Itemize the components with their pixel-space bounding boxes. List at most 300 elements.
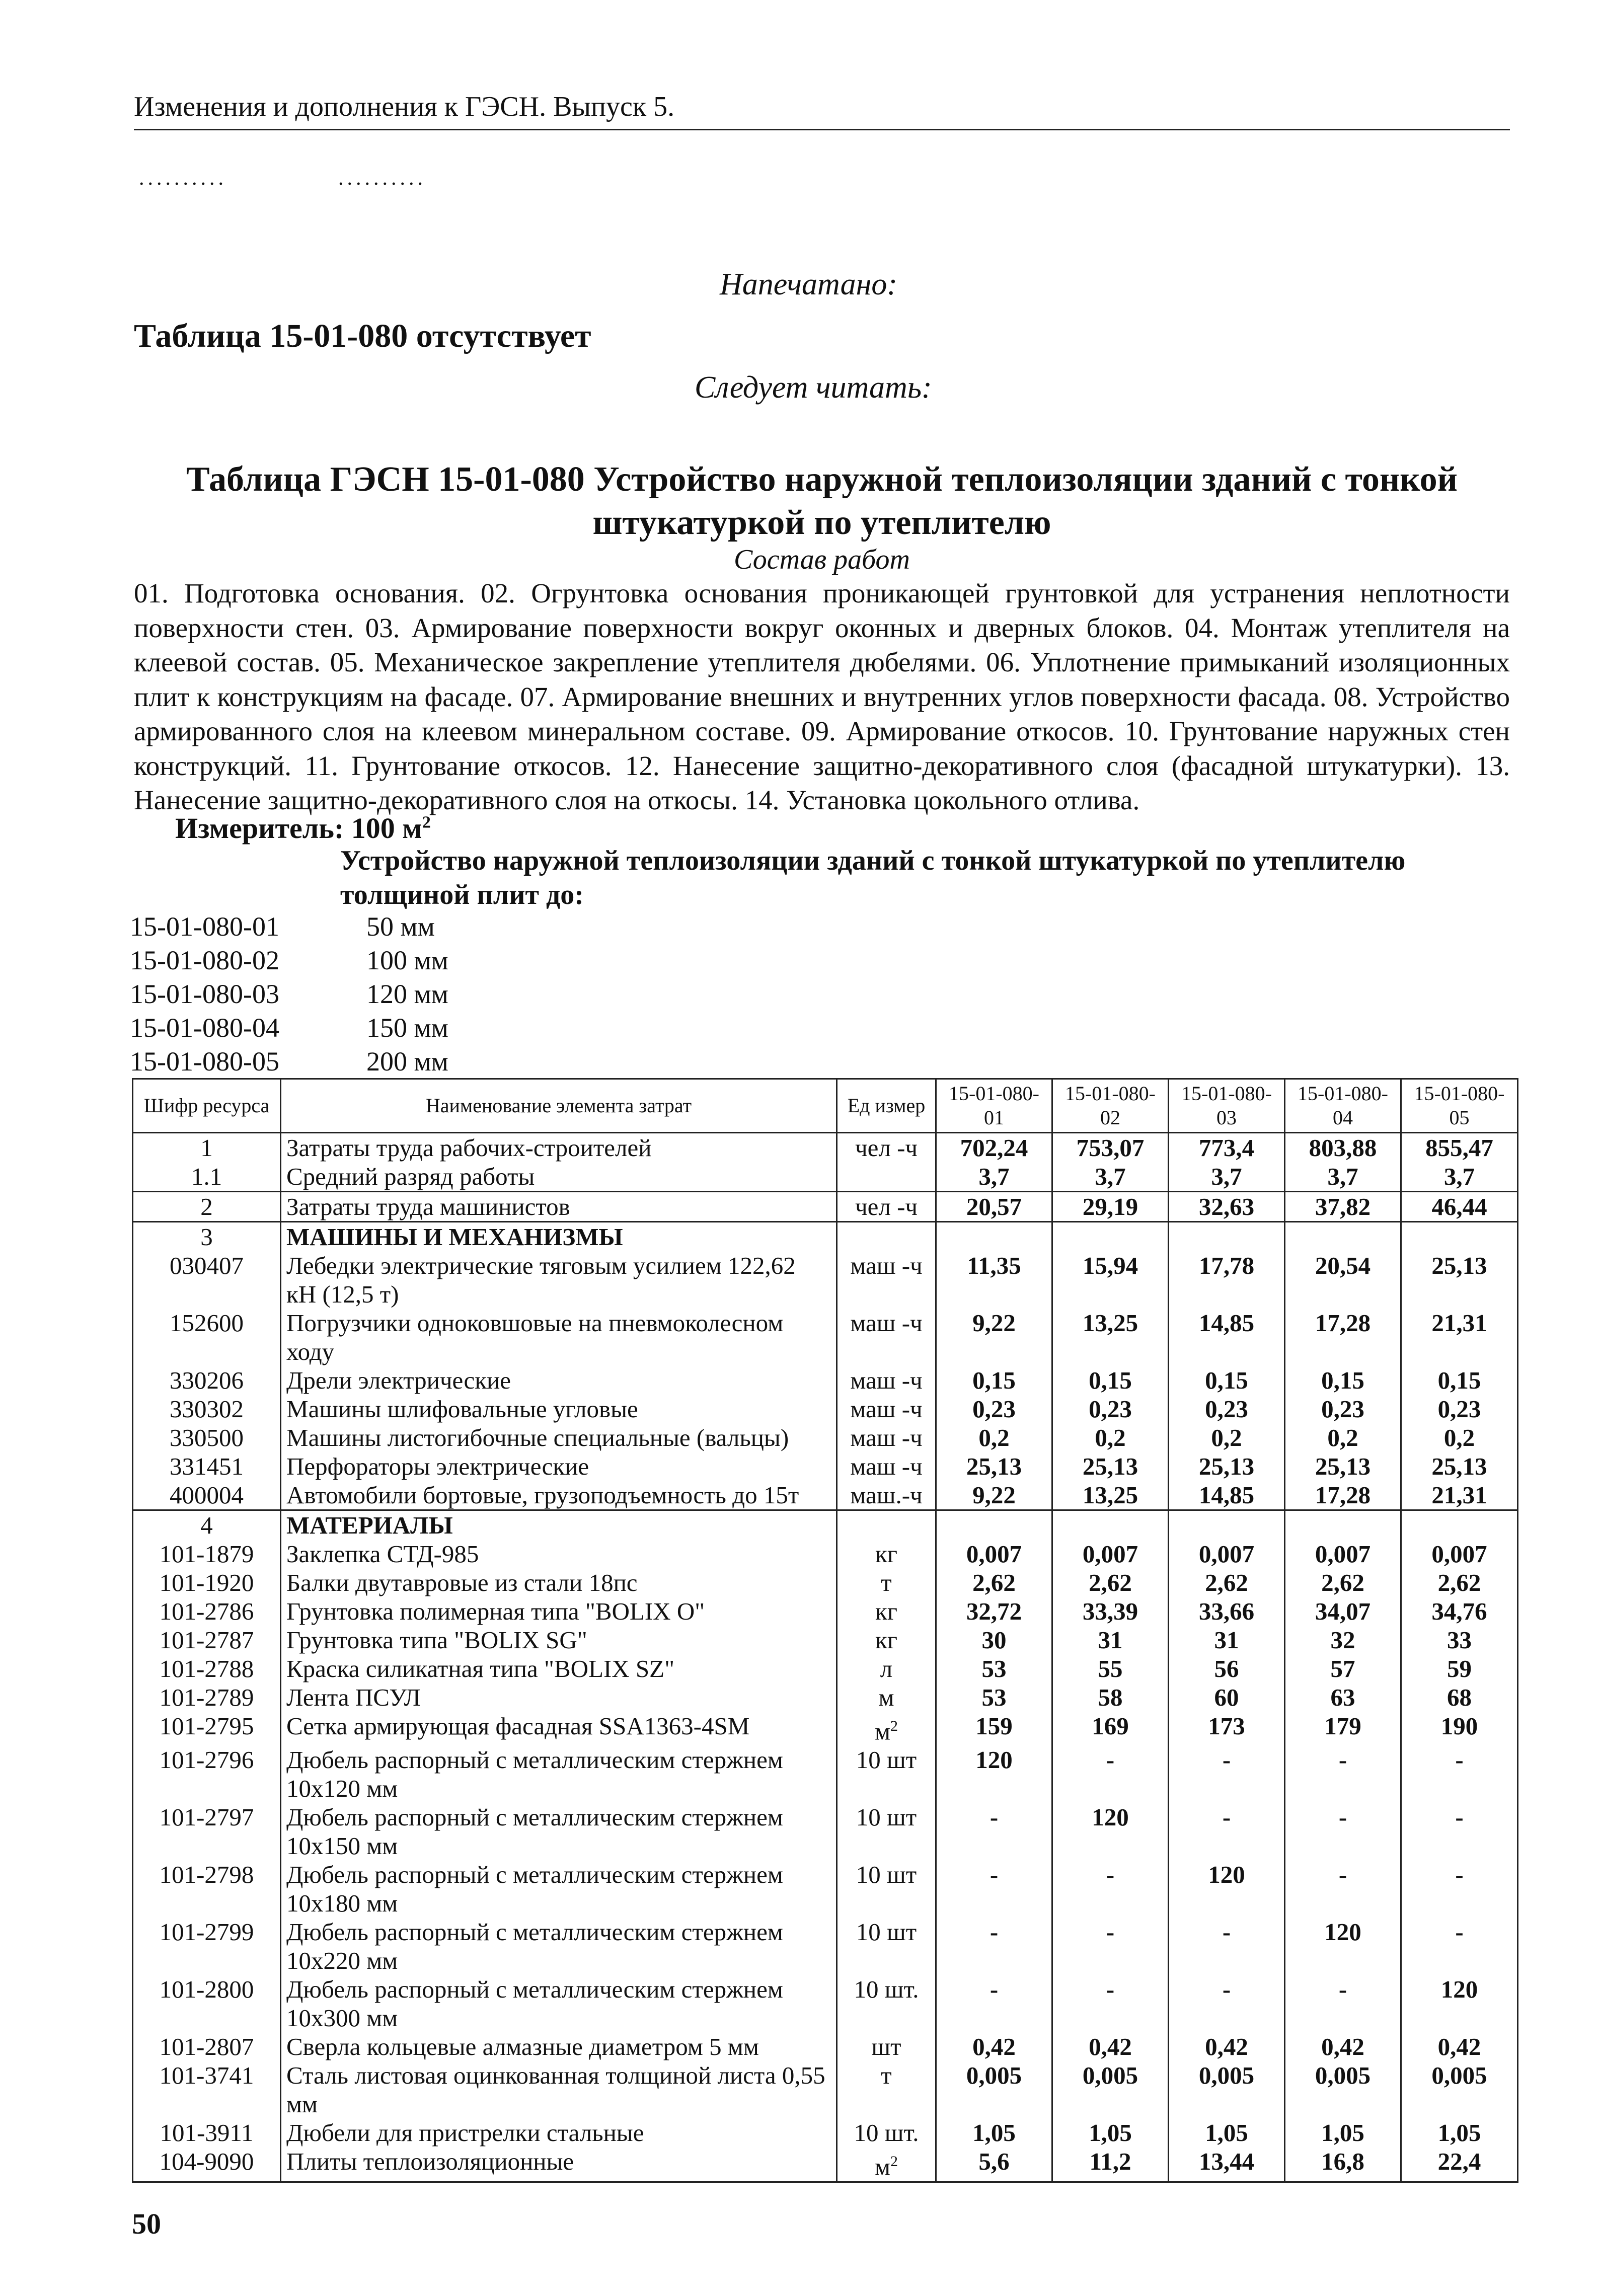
resource-value-2: 2,62 xyxy=(1052,1568,1169,1597)
resource-value-4: 0,2 xyxy=(1285,1423,1401,1452)
resource-code: 101-1920 xyxy=(133,1568,281,1597)
code-list-item xyxy=(130,977,448,1011)
table-title: Таблица ГЭСН 15-01-080 Устройство наружной теплоизоляции зданий с тонкой штукатуркой по утеплителю xyxy=(186,460,1458,542)
resource-value-2: 29,19 xyxy=(1052,1192,1169,1222)
resource-value-2: 15,94 xyxy=(1052,1251,1169,1309)
resource-code: 101-2798 xyxy=(133,1860,281,1918)
unit-text: т xyxy=(881,2061,892,2090)
resource-value-1: 9,22 xyxy=(936,1481,1052,1510)
header-col-2: 15-01-080-02 xyxy=(1052,1079,1169,1133)
resource-value-1: 3,7 xyxy=(936,1162,1052,1192)
code-list-code: 15-01-080-03 xyxy=(130,979,279,1009)
table-row xyxy=(133,1481,1518,1510)
code-list-item xyxy=(130,1045,448,1079)
unit-text: 10 шт xyxy=(856,1861,917,1889)
unit-text: маш -ч xyxy=(850,1366,923,1394)
table-row xyxy=(133,2147,1518,2182)
unit-text: т xyxy=(881,1569,892,1596)
table-row xyxy=(133,1222,1518,1252)
resource-value-3: 56 xyxy=(1169,1654,1285,1683)
resource-code: 330500 xyxy=(133,1423,281,1452)
resource-value-5: - xyxy=(1401,1918,1518,1975)
resource-value-2: 0,15 xyxy=(1052,1366,1169,1395)
resource-value-1: 30 xyxy=(936,1626,1052,1654)
printed-label: Напечатано: xyxy=(720,267,897,301)
resource-value-1: 5,6 xyxy=(936,2147,1052,2182)
code-list-thickness: 150 мм xyxy=(366,1013,448,1043)
resource-code: 331451 xyxy=(133,1452,281,1481)
resource-value-2: 31 xyxy=(1052,1626,1169,1654)
table-row xyxy=(133,1712,1518,1745)
resource-code: 330302 xyxy=(133,1395,281,1423)
resource-code: 101-2788 xyxy=(133,1654,281,1683)
resource-value-5: 3,7 xyxy=(1401,1162,1518,1192)
resource-value-5: 25,13 xyxy=(1401,1251,1518,1309)
resource-value-1: 0,15 xyxy=(936,1366,1052,1395)
resource-code: 1 xyxy=(133,1133,281,1163)
resource-name: Плиты теплоизоляционные xyxy=(281,2147,837,2182)
unit-superscript: 2 xyxy=(890,2153,898,2170)
unit-text: кг xyxy=(875,1540,897,1568)
work-description: Устройство наружной теплоизоляции зданий с тонкой штукатуркой по утеплителю толщиной плит до: xyxy=(340,845,1406,910)
resource-value-1: 0,005 xyxy=(936,2061,1052,2118)
resource-value-4 xyxy=(1285,1510,1401,1540)
resource-value-3: - xyxy=(1169,1803,1285,1860)
resource-unit xyxy=(837,2032,936,2061)
code-list-code: 15-01-080-02 xyxy=(130,945,279,975)
resource-value-4: 179 xyxy=(1285,1712,1401,1745)
resource-value-2: 13,25 xyxy=(1052,1481,1169,1510)
resource-value-1: 9,22 xyxy=(936,1309,1052,1366)
resource-value-3: 32,63 xyxy=(1169,1192,1285,1222)
resource-value-5: 120 xyxy=(1401,1975,1518,2032)
resource-value-3: 13,44 xyxy=(1169,2147,1285,2182)
resource-code: 101-2789 xyxy=(133,1683,281,1712)
resource-unit xyxy=(837,1222,936,1252)
table-row xyxy=(133,1192,1518,1222)
resource-value-4: 0,42 xyxy=(1285,2032,1401,2061)
resource-value-3: - xyxy=(1169,1975,1285,2032)
resource-name: Балки двутавровые из стали 18пс xyxy=(281,1568,837,1597)
resource-name: Дюбель распорный с металлическим стержнем 10х300 мм xyxy=(281,1975,837,2032)
resource-value-1 xyxy=(936,1510,1052,1540)
table-row xyxy=(133,1423,1518,1452)
resource-value-4: 0,23 xyxy=(1285,1395,1401,1423)
resource-value-5: 0,15 xyxy=(1401,1366,1518,1395)
table-row xyxy=(133,2061,1518,2118)
resource-name: МАТЕРИАЛЫ xyxy=(281,1510,837,1540)
resource-unit xyxy=(837,1133,936,1163)
resource-value-1: 702,24 xyxy=(936,1133,1052,1163)
table-row xyxy=(133,1626,1518,1654)
resource-value-3: 173 xyxy=(1169,1712,1285,1745)
resource-value-2: - xyxy=(1052,1860,1169,1918)
resource-value-4: 63 xyxy=(1285,1683,1401,1712)
table-row xyxy=(133,1133,1518,1163)
resource-value-2: 169 xyxy=(1052,1712,1169,1745)
resource-code: 330206 xyxy=(133,1366,281,1395)
resource-value-2: 0,007 xyxy=(1052,1540,1169,1568)
resource-name: Перфораторы электрические xyxy=(281,1452,837,1481)
resource-value-5: 21,31 xyxy=(1401,1481,1518,1510)
resource-value-2 xyxy=(1052,1222,1169,1252)
code-list-item xyxy=(130,944,448,977)
code-list-code: 15-01-080-01 xyxy=(130,911,279,942)
resource-name: Сталь листовая оцинкованная толщиной листа 0,55 мм xyxy=(281,2061,837,2118)
resource-value-5: 0,23 xyxy=(1401,1395,1518,1423)
resource-name: Дюбель распорный с металлическим стержнем 10х180 мм xyxy=(281,1860,837,1918)
resource-name: Сверла кольцевые алмазные диаметром 5 мм xyxy=(281,2032,837,2061)
code-list-thickness: 200 мм xyxy=(366,1046,448,1077)
resource-value-5: - xyxy=(1401,1745,1518,1803)
absent-table-note: Таблица 15-01-080 отсутствует xyxy=(134,318,591,354)
resource-value-5: 22,4 xyxy=(1401,2147,1518,2182)
resource-value-2: 0,23 xyxy=(1052,1395,1169,1423)
unit-text: шт xyxy=(871,2033,901,2061)
resource-value-1: 0,23 xyxy=(936,1395,1052,1423)
resource-code: 101-2786 xyxy=(133,1597,281,1626)
resource-value-2: 55 xyxy=(1052,1654,1169,1683)
code-list-thickness: 100 мм xyxy=(366,945,448,975)
resource-value-2: 0,2 xyxy=(1052,1423,1169,1452)
resource-value-3: - xyxy=(1169,1745,1285,1803)
table-row xyxy=(133,1860,1518,1918)
resource-value-1: 2,62 xyxy=(936,1568,1052,1597)
resource-unit xyxy=(837,1540,936,1568)
resource-value-3: 31 xyxy=(1169,1626,1285,1654)
resource-code: 152600 xyxy=(133,1309,281,1366)
resource-value-4: 17,28 xyxy=(1285,1309,1401,1366)
resource-value-3: 2,62 xyxy=(1169,1568,1285,1597)
composition-heading: Состав работ xyxy=(734,544,910,575)
resource-value-5: 21,31 xyxy=(1401,1309,1518,1366)
unit-text: м xyxy=(878,1683,894,1711)
code-list-thickness: 50 мм xyxy=(366,911,435,942)
resource-value-4: 3,7 xyxy=(1285,1162,1401,1192)
resource-name: Дюбель распорный с металлическим стержнем 10х220 мм xyxy=(281,1918,837,1975)
resource-value-2: 0,42 xyxy=(1052,2032,1169,2061)
resource-value-2: 33,39 xyxy=(1052,1597,1169,1626)
resource-value-3: 33,66 xyxy=(1169,1597,1285,1626)
resource-name: Затраты труда машинистов xyxy=(281,1192,837,1222)
unit-text: маш -ч xyxy=(850,1424,923,1451)
unit-superscript: 2 xyxy=(890,1718,898,1734)
resource-name: Дюбель распорный с металлическим стержнем 10х150 мм xyxy=(281,1803,837,1860)
resource-unit xyxy=(837,1803,936,1860)
resource-code: 101-2807 xyxy=(133,2032,281,2061)
resource-value-1: 53 xyxy=(936,1683,1052,1712)
resource-value-5: 34,76 xyxy=(1401,1597,1518,1626)
resource-code: 101-2799 xyxy=(133,1918,281,1975)
unit-text: кг xyxy=(875,1597,897,1625)
resource-name: Грунтовка полимерная типа "BOLIX O" xyxy=(281,1597,837,1626)
code-list-item xyxy=(130,910,448,944)
resource-value-4: 34,07 xyxy=(1285,1597,1401,1626)
resource-value-3: 773,4 xyxy=(1169,1133,1285,1163)
resource-value-1: 25,13 xyxy=(936,1452,1052,1481)
resource-value-1: - xyxy=(936,1918,1052,1975)
header-unit: Ед измер xyxy=(837,1079,936,1133)
resource-value-1: 0,42 xyxy=(936,2032,1052,2061)
omitted-text-marker-left: .......... xyxy=(139,167,227,190)
resource-value-3: 0,23 xyxy=(1169,1395,1285,1423)
resource-value-3: 14,85 xyxy=(1169,1309,1285,1366)
resource-code: 104-9090 xyxy=(133,2147,281,2182)
unit-text: 10 шт xyxy=(856,1746,917,1774)
resource-value-5: 59 xyxy=(1401,1654,1518,1683)
running-header: Изменения и дополнения к ГЭСН. Выпуск 5. xyxy=(134,91,675,122)
resource-name: Дрели электрические xyxy=(281,1366,837,1395)
table-row xyxy=(133,1918,1518,1975)
resource-value-3: 14,85 xyxy=(1169,1481,1285,1510)
resource-value-3: 0,005 xyxy=(1169,2061,1285,2118)
unit-text: 10 шт. xyxy=(854,1975,919,2004)
resource-value-2: 3,7 xyxy=(1052,1162,1169,1192)
unit-text: маш.-ч xyxy=(850,1481,923,1509)
resource-value-1: 20,57 xyxy=(936,1192,1052,1222)
unit-text: м xyxy=(874,1717,890,1745)
resource-unit xyxy=(837,1510,936,1540)
header-col-5: 15-01-080-05 xyxy=(1401,1079,1518,1133)
header-col-4: 15-01-080-04 xyxy=(1285,1079,1401,1133)
resource-unit xyxy=(837,1597,936,1626)
resource-value-3: 17,78 xyxy=(1169,1251,1285,1309)
resource-value-3 xyxy=(1169,1222,1285,1252)
resource-unit xyxy=(837,1481,936,1510)
resource-value-3: 0,42 xyxy=(1169,2032,1285,2061)
header-code: Шифр ресурса xyxy=(133,1079,281,1133)
resource-value-1: 11,35 xyxy=(936,1251,1052,1309)
resource-value-2: - xyxy=(1052,1975,1169,2032)
resource-code: 4 xyxy=(133,1510,281,1540)
resource-unit xyxy=(837,2118,936,2147)
resource-unit xyxy=(837,1366,936,1395)
resource-value-1: 32,72 xyxy=(936,1597,1052,1626)
resource-name: Лента ПСУЛ xyxy=(281,1683,837,1712)
resource-value-5 xyxy=(1401,1510,1518,1540)
resource-unit xyxy=(837,1568,936,1597)
resource-value-1: 53 xyxy=(936,1654,1052,1683)
unit-text: 10 шт xyxy=(856,1918,917,1946)
resource-value-4: 32 xyxy=(1285,1626,1401,1654)
header-name: Наименование элемента затрат xyxy=(281,1079,837,1133)
resource-value-3: 120 xyxy=(1169,1860,1285,1918)
resource-value-4: 0,005 xyxy=(1285,2061,1401,2118)
resource-value-5: 0,42 xyxy=(1401,2032,1518,2061)
resource-table xyxy=(132,1078,1518,2183)
resource-value-5: 855,47 xyxy=(1401,1133,1518,1163)
resource-value-3: 3,7 xyxy=(1169,1162,1285,1192)
resource-value-1: - xyxy=(936,1803,1052,1860)
unit-text: маш -ч xyxy=(850,1395,923,1423)
resource-value-3: 0,15 xyxy=(1169,1366,1285,1395)
resource-name: Погрузчики одноковшовые на пневмоколесном ходу xyxy=(281,1309,837,1366)
resource-unit xyxy=(837,1162,936,1192)
resource-unit xyxy=(837,1654,936,1683)
table-row xyxy=(133,1162,1518,1192)
code-list xyxy=(130,910,448,1079)
meter-value: 100 м xyxy=(351,812,422,845)
resource-unit xyxy=(837,1251,936,1309)
resource-value-5: - xyxy=(1401,1860,1518,1918)
resource-value-2: 13,25 xyxy=(1052,1309,1169,1366)
resource-code: 101-2796 xyxy=(133,1745,281,1803)
resource-value-3: 0,2 xyxy=(1169,1423,1285,1452)
resource-value-4: 20,54 xyxy=(1285,1251,1401,1309)
resource-code: 101-2797 xyxy=(133,1803,281,1860)
resource-value-4: 16,8 xyxy=(1285,2147,1401,2182)
table-row xyxy=(133,1803,1518,1860)
unit-text: 10 шт. xyxy=(854,2119,919,2147)
resource-unit xyxy=(837,1918,936,1975)
unit-text: м xyxy=(874,2153,890,2181)
resource-value-5: - xyxy=(1401,1803,1518,1860)
resource-name: Машины листогибочные специальные (вальцы) xyxy=(281,1423,837,1452)
resource-name: Средний разряд работы xyxy=(281,1162,837,1192)
table-row xyxy=(133,1654,1518,1683)
code-list-thickness: 120 мм xyxy=(366,979,448,1009)
resource-value-4: - xyxy=(1285,1803,1401,1860)
resource-name: Сетка армирующая фасадная SSA1363-4SM xyxy=(281,1712,837,1745)
resource-code: 101-2787 xyxy=(133,1626,281,1654)
code-list-code: 15-01-080-04 xyxy=(130,1013,279,1043)
resource-value-2: 0,005 xyxy=(1052,2061,1169,2118)
resource-value-1: - xyxy=(936,1860,1052,1918)
unit-text: чел -ч xyxy=(855,1193,918,1220)
resource-value-4: - xyxy=(1285,1745,1401,1803)
resource-value-5: 46,44 xyxy=(1401,1192,1518,1222)
resource-unit xyxy=(837,1192,936,1222)
resource-value-3: 1,05 xyxy=(1169,2118,1285,2147)
resource-value-1: 120 xyxy=(936,1745,1052,1803)
resource-unit xyxy=(837,1309,936,1366)
resource-value-2: - xyxy=(1052,1745,1169,1803)
resource-value-5: 33 xyxy=(1401,1626,1518,1654)
table-row xyxy=(133,1540,1518,1568)
resource-value-2: 120 xyxy=(1052,1803,1169,1860)
omitted-text-marker-right: .......... xyxy=(338,167,426,190)
code-list-item xyxy=(130,1011,448,1045)
unit-text: 10 шт xyxy=(856,1803,917,1831)
resource-value-4: 2,62 xyxy=(1285,1568,1401,1597)
resource-value-3: 60 xyxy=(1169,1683,1285,1712)
resource-code: 2 xyxy=(133,1192,281,1222)
resource-value-5: 0,2 xyxy=(1401,1423,1518,1452)
resource-value-5: 190 xyxy=(1401,1712,1518,1745)
header-rule xyxy=(134,129,1510,130)
table-row xyxy=(133,1510,1518,1540)
resource-name: МАШИНЫ И МЕХАНИЗМЫ xyxy=(281,1222,837,1252)
resource-unit xyxy=(837,1423,936,1452)
table-row xyxy=(133,1395,1518,1423)
resource-value-1: 1,05 xyxy=(936,2118,1052,2147)
unit-text: маш -ч xyxy=(850,1252,923,1279)
unit-text: маш -ч xyxy=(850,1309,923,1337)
header-col-3: 15-01-080-03 xyxy=(1169,1079,1285,1133)
resource-unit xyxy=(837,1683,936,1712)
table-row xyxy=(133,1745,1518,1803)
resource-value-2: 753,07 xyxy=(1052,1133,1169,1163)
resource-unit xyxy=(837,2147,936,2182)
table-row xyxy=(133,1683,1518,1712)
table-row xyxy=(133,1452,1518,1481)
resource-value-4: 57 xyxy=(1285,1654,1401,1683)
unit-text: маш -ч xyxy=(850,1452,923,1480)
resource-value-2: - xyxy=(1052,1918,1169,1975)
resource-value-2: 1,05 xyxy=(1052,2118,1169,2147)
resource-code: 101-3741 xyxy=(133,2061,281,2118)
composition-text: 01. Подготовка основания. 02. Огрунтовка основания проникающей грунтовкой для устранения неплотности поверхности стен. 03. Армирование поверхности вокруг оконных и дверных блоков. 04. Монтаж утеплителя на клеевой состав. 05. Механическое закрепление утеплителя дюбелями. 06. Уплотнение примыканий изоляционных плит к конструкциям на фасаде. 07. Армирование внешних и внутренних углов поверхности фасада. 08. Устройство армированного слоя на клеевом минеральном составе. 09. Армирование откосов. 10. Грунтование наружных стен конструкций. 11. Грунтование откосов. 12. Нанесение защитно-декоративного слоя (фасадной штукатурки). 13. Нанесение защитно-декоративного слоя на откосы. 14. Установка цокольного отлива. xyxy=(134,578,1510,815)
resource-code: 1.1 xyxy=(133,1162,281,1192)
resource-code: 101-2795 xyxy=(133,1712,281,1745)
table-row xyxy=(133,1366,1518,1395)
page-number: 50 xyxy=(132,2207,161,2240)
table-row xyxy=(133,1597,1518,1626)
resource-value-4: 37,82 xyxy=(1285,1192,1401,1222)
resource-unit xyxy=(837,1452,936,1481)
table-row xyxy=(133,1251,1518,1309)
measurement-unit xyxy=(175,811,431,845)
resource-value-3: 25,13 xyxy=(1169,1452,1285,1481)
resource-value-5: 0,005 xyxy=(1401,2061,1518,2118)
table-row xyxy=(133,2118,1518,2147)
resource-name: Заклепка СТД-985 xyxy=(281,1540,837,1568)
resource-value-2: 25,13 xyxy=(1052,1452,1169,1481)
unit-text: л xyxy=(880,1655,893,1682)
resource-code: 400004 xyxy=(133,1481,281,1510)
table-row xyxy=(133,1568,1518,1597)
resource-value-4: 0,007 xyxy=(1285,1540,1401,1568)
resource-value-5: 1,05 xyxy=(1401,2118,1518,2147)
resource-value-4: 25,13 xyxy=(1285,1452,1401,1481)
resource-name: Краска силикатная типа "BOLIX SZ" xyxy=(281,1654,837,1683)
resource-value-4: 1,05 xyxy=(1285,2118,1401,2147)
header-col-1: 15-01-080-01 xyxy=(936,1079,1052,1133)
resource-code: 030407 xyxy=(133,1251,281,1309)
resource-name: Затраты труда рабочих-строителей xyxy=(281,1133,837,1163)
resource-unit xyxy=(837,1975,936,2032)
resource-unit xyxy=(837,1860,936,1918)
resource-unit xyxy=(837,1712,936,1745)
resource-code: 101-3911 xyxy=(133,2118,281,2147)
resource-name: Лебедки электрические тяговым усилием 122,62 кН (12,5 т) xyxy=(281,1251,837,1309)
resource-value-1 xyxy=(936,1222,1052,1252)
resource-code: 101-2800 xyxy=(133,1975,281,2032)
resource-unit xyxy=(837,1395,936,1423)
resource-value-5: 68 xyxy=(1401,1683,1518,1712)
table-row xyxy=(133,1309,1518,1366)
resource-value-2: 58 xyxy=(1052,1683,1169,1712)
resource-unit xyxy=(837,1626,936,1654)
resource-name: Грунтовка типа "BOLIX SG" xyxy=(281,1626,837,1654)
resource-value-2: 11,2 xyxy=(1052,2147,1169,2182)
resource-value-2 xyxy=(1052,1510,1169,1540)
resource-code: 3 xyxy=(133,1222,281,1252)
resource-value-4 xyxy=(1285,1222,1401,1252)
resource-value-4: 120 xyxy=(1285,1918,1401,1975)
resource-value-4: 803,88 xyxy=(1285,1133,1401,1163)
resource-name: Машины шлифовальные угловые xyxy=(281,1395,837,1423)
resource-value-3: - xyxy=(1169,1918,1285,1975)
resource-name: Дюбель распорный с металлическим стержнем 10х120 мм xyxy=(281,1745,837,1803)
table-row xyxy=(133,2032,1518,2061)
resource-value-5: 25,13 xyxy=(1401,1452,1518,1481)
code-list-code: 15-01-080-05 xyxy=(130,1046,279,1077)
resource-name: Автомобили бортовые, грузоподъемность до 15т xyxy=(281,1481,837,1510)
table-header-row xyxy=(133,1079,1518,1133)
resource-value-1: 159 xyxy=(936,1712,1052,1745)
meter-label: Измеритель: xyxy=(175,812,344,845)
